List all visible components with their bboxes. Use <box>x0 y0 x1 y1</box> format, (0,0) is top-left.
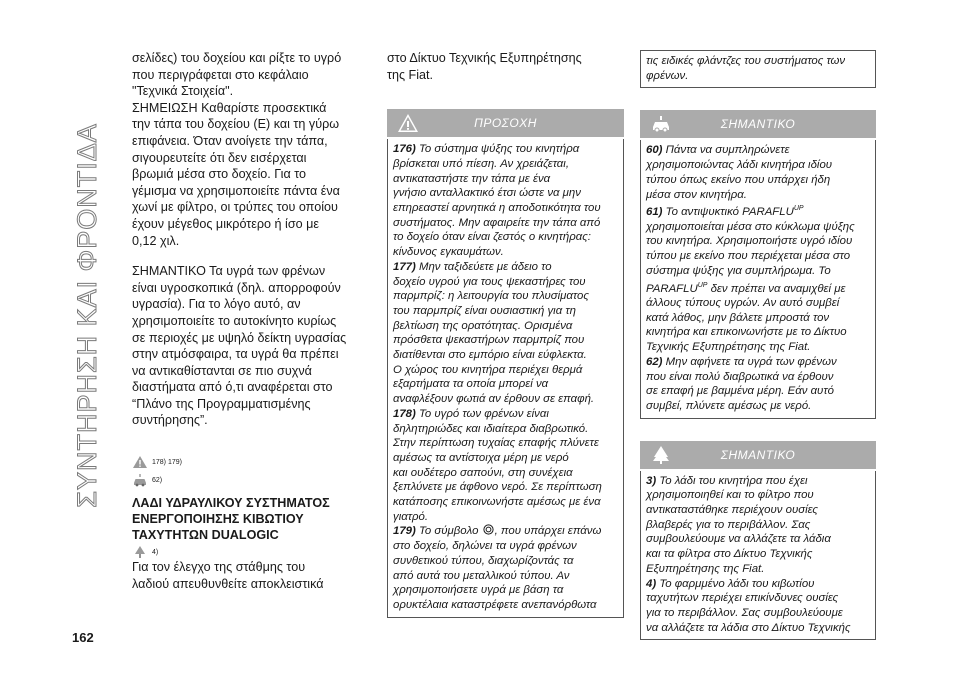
note-text: συστήματος. Μην αφαιρείτε την τάπα από <box>393 216 601 229</box>
paragraph-important <box>132 263 370 429</box>
note-text: Το υγρό των φρένων είναι <box>418 407 549 420</box>
note-text: PARAFLU <box>646 282 698 295</box>
cross-reference-warning <box>132 455 370 469</box>
car-service-icon <box>650 114 672 134</box>
column-1 <box>132 50 370 592</box>
text-line: 0,12 χιλ. <box>132 233 180 248</box>
note-text: αντικαταστάθηκε περιέχουν ουσίες <box>646 504 818 517</box>
cross-reference-environment <box>132 545 370 559</box>
note-text: κατά λάθος, μην βάλετε μπροστά τον <box>646 311 830 324</box>
reference-numbers: 62) <box>152 476 163 484</box>
superscript: UP <box>697 281 708 289</box>
heading-line: ΛΑΔΙ ΥΔΡΑΥΛΙΚΟΥ ΣΥΣΤΗΜΑΤΟΣ <box>132 496 330 511</box>
note-text: ταχυτήτων περιέχει επικίνδυνες ουσίες <box>646 592 839 605</box>
note-text: κίνδυνος εγκαυμάτων. <box>393 246 504 259</box>
text-line: που περιγράφεται στο κεφάλαιο <box>132 67 309 82</box>
warning-box-continued <box>640 50 876 88</box>
note-text: σύστημα ψύξης για συμπλήρωμα. Το <box>646 264 831 277</box>
note-text: τις ειδικές φλάντζες του συστήματος των <box>646 55 846 67</box>
note-text: επηρεαστεί αρνητικά η αποδοτικότητα του <box>393 202 601 214</box>
note-text: αμέσως τα αντίστοιχα μέρη με νερό <box>393 451 569 464</box>
note-text: Το αντιψυκτικό PARAFLU <box>665 206 794 219</box>
note-text: σε επαφή με βαμμένα μέρη. Εάν αυτό <box>646 385 834 398</box>
note-text: πρόσθετα ψεκαστήρων παρμπρίζ που <box>393 334 585 347</box>
note-text: χρησιμοποιώντας λάδι κινητήρα ιδίου <box>646 159 833 172</box>
note-text: βελτίωση της ορατότητας. Ορισμένα <box>393 319 573 332</box>
paragraph-continued <box>387 50 624 83</box>
text-line: σιγουρευτείτε ότι δεν εισέρχεται <box>132 150 307 165</box>
text-line: λαδιού απευθυνθείτε αποκλειστικά <box>132 576 324 591</box>
note-text: τύπου όπως εκείνο που υπάρχει ήδη <box>646 173 831 186</box>
text-line: Για τον έλεγχο της στάθμης του <box>132 560 306 575</box>
important-box-1 <box>640 140 876 418</box>
text-line: την τάπα του δοχείου (E) και τη γύρω <box>132 117 340 132</box>
cross-reference-important <box>132 473 370 487</box>
note-number: 176) <box>393 143 416 156</box>
brake-fluid-symbol-icon <box>482 524 495 535</box>
warning-triangle-icon <box>132 455 148 469</box>
text-line: "Τεχνικά Στοιχεία". <box>132 84 234 99</box>
reference-numbers: 178) 179) <box>152 458 182 466</box>
note-text: χρησιμοποιείται μέσα στο κύκλωμα ψύξης <box>646 220 855 233</box>
note-text: στο δοχείο, δηλώνει τα υγρά φρένων <box>393 540 577 553</box>
side-chapter-title-text: ΣΥΝΤΗΡΗΣΗ ΚΑΙ ΦΡΟΝΤΙΔΑ <box>71 122 102 508</box>
text-line: διαστήματα από ό,τι αναφέρεται στο <box>132 380 333 395</box>
note-text: και τα φίλτρα στο Δίκτυο Τεχνικής <box>646 548 813 561</box>
note-number: 179) <box>393 525 416 538</box>
side-chapter-title <box>68 30 106 600</box>
note-text: χρησιμοποιηθεί και το φίλτρο που <box>646 489 814 502</box>
note-text: Εξυπηρέτησης της Fiat. <box>646 562 765 575</box>
note-text: γνήσιο ανταλλακτικό έτσι ώστε να μην <box>393 187 581 200</box>
note-text: δοχείο υγρού για τους ψεκαστήρες του <box>393 275 586 288</box>
note-number: 61) <box>646 206 663 219</box>
tree-environment-icon <box>132 545 148 559</box>
heading-line: ΕΝΕΡΓΟΠΟΙΗΣΗΣ ΚΙΒΩΤΙΟΥ <box>132 512 304 527</box>
paragraph-oil-check <box>132 559 370 592</box>
note-text: Το φαρμμένο λάδι του κιβωτίου <box>659 577 815 590</box>
text-line: είναι υγροσκοπικά (δηλ. απορροφούν <box>132 280 341 295</box>
environment-header-bar <box>640 441 876 469</box>
note-text: τύπου με εκείνο που περιέχεται μέσα στο <box>646 250 851 263</box>
note-text: Μην ταξιδεύετε με άδειο το <box>418 260 552 273</box>
text-line: ΣΗΜΑΝΤΙΚΟ Τα υγρά των φρένων <box>132 264 326 279</box>
text-line: υγρασία). Για το λόγο αυτό, αν <box>132 297 301 312</box>
note-text: παρμπρίζ: η λειτουργία του πλυσίματος <box>393 290 589 303</box>
note-text: κατάποσης επικοινωνήστε αμέσως με ένα <box>393 496 601 509</box>
note-text: βρίσκεται υπό πίεση. Αν χρειάζεται, <box>393 157 569 170</box>
paragraph-filling <box>132 50 370 249</box>
note-text: συμβεί, πλύνετε αμέσως με νερό. <box>646 399 812 412</box>
note-text: δηλητηριώδες και ιδιαίτερα διαβρωτικό. <box>393 422 589 435</box>
text-line: χωνί με φίλτρο, οι τρύπες του οποίου <box>132 200 338 215</box>
note-text: για το περιβάλλον. Σας συμβουλεύουμε <box>646 606 843 619</box>
note-text: , που υπάρχει επάνω <box>494 525 602 538</box>
warning-header-bar <box>387 109 624 137</box>
note-text: Στην περίπτωση τυχαίας επαφής πλύνετε <box>393 437 599 450</box>
heading-line: ΤΑΧΥΤΗΤΩΝ DUALOGIC <box>132 528 279 543</box>
note-number: 177) <box>393 260 416 273</box>
important-title: ΣΗΜΑΝΤΙΚΟ <box>720 117 796 132</box>
warning-box <box>387 139 624 618</box>
note-text: Τεχνικής Εξυπηρέτησης της Fiat. <box>646 341 811 354</box>
note-text: συμβουλεύουμε να αλλάζετε τα λάδια <box>646 533 831 546</box>
text-line: στο Δίκτυο Τεχνικής Εξυπηρέτησης <box>387 51 582 65</box>
note-text: να αλλάζετε τα λάδια στο Δίκτυο Τεχνικής <box>646 621 851 634</box>
tree-environment-icon <box>650 445 672 465</box>
warning-triangle-icon <box>397 113 419 133</box>
text-line: να αντικαθίστανται σε πιο συχνά <box>132 363 312 378</box>
note-text: χρησιμοποιήσετε υγρά με βάση τα <box>393 584 564 597</box>
note-text: το δοχείο όταν είναι ζεστός ο κινητήρας: <box>393 231 591 244</box>
text-line: χρησιμοποιείτε το αυτοκίνητο κυρίως <box>132 313 337 328</box>
note-text: του κινητήρα. Χρησιμοποιήστε υγρό ιδίου <box>646 235 853 248</box>
superscript: UP <box>793 205 804 213</box>
note-text: Το σύστημα ψύξης του κινητήρα <box>418 143 580 156</box>
note-text: δεν πρέπει να αναμιχθεί με <box>707 282 846 295</box>
note-text: Ο χώρος του κινητήρα περιέχει θερμά <box>393 363 583 376</box>
note-text: ξεπλύνετε με άφθονο νερό. Σε περίπτωση <box>393 481 602 494</box>
note-text: του παρμπρίζ είναι ουσιαστική για τη <box>393 304 576 317</box>
text-line: έχουν μέγεθος μικρότερο ή ίσο με <box>132 216 319 231</box>
note-text: και ουδέτερο σαπούνι, στη συνέχεια <box>393 466 573 479</box>
note-number: 4) <box>646 577 657 590</box>
page-number: 162 <box>72 630 94 645</box>
note-text: κινητήρα και επικοινωνήστε με το Δίκτυο <box>646 326 847 339</box>
important-box-2 <box>640 471 876 641</box>
note-text: Το σύμβολο <box>418 525 479 538</box>
text-line: επιφάνεια. Όταν ανοίγετε την τάπα, <box>132 133 328 148</box>
note-text: διατίθενται στο εμπόριο είναι εύφλεκτα. <box>393 349 587 362</box>
car-service-icon <box>132 473 148 487</box>
column-3 <box>640 50 876 640</box>
text-line: ΣΗΜΕΙΩΣΗ Καθαρίστε προσεκτικά <box>132 100 327 115</box>
text-line: συντήρησης”. <box>132 413 208 428</box>
column-2 <box>387 50 624 618</box>
text-line: βρωμιά μέσα στο δοχείο. Για το <box>132 167 307 182</box>
note-text: ορυκτέλαια καταστρέφετε ανεπανόρθωτα <box>393 598 597 611</box>
text-line: της Fiat. <box>387 67 434 82</box>
note-text: φρένων. <box>646 69 689 82</box>
important-title: ΣΗΜΑΝΤΙΚΟ <box>720 447 796 462</box>
note-text: γιατρό. <box>393 510 429 523</box>
note-text: αναφλέξουν φωτιά αν έρθουν σε επαφή. <box>393 393 595 406</box>
note-text: Το λάδι του κινητήρα που έχει <box>659 474 808 487</box>
text-line: “Πλάνο της Προγραμματισμένης <box>132 396 311 411</box>
note-text: Πάντα να συμπληρώνετε <box>665 144 790 157</box>
note-number: 3) <box>646 474 657 487</box>
note-number: 178) <box>393 407 416 420</box>
note-text: μέσα στον κινητήρα. <box>646 188 747 201</box>
important-header-bar <box>640 110 876 138</box>
note-number: 60) <box>646 144 663 157</box>
reference-numbers: 4) <box>152 548 159 556</box>
note-text: Μην αφήνετε τα υγρά των φρένων <box>665 355 837 368</box>
section-heading-dualogic <box>132 495 370 543</box>
text-line: γέμισμα να χρησιμοποιείτε πάντα ένα <box>132 183 340 198</box>
note-text: αντικαταστήστε την τάπα με ένα <box>393 172 551 185</box>
note-text: από αυτά του μεταλλικού τύπου. Αν <box>393 569 570 582</box>
note-text: που είναι πολύ διαβρωτικά να έρθουν <box>646 370 834 383</box>
warning-title: ΠΡΟΣΟΧΗ <box>474 116 537 131</box>
text-line: σελίδες) του δοχείου και ρίξτε το υγρό <box>132 51 342 65</box>
note-text: άλλους τύπους υγρών. Αν αυτό συμβεί <box>646 297 840 310</box>
text-line: σε περιοχές με υψηλό δείκτη υγρασίας <box>132 330 347 345</box>
note-text: εξαρτήματα τα οποία μπορεί να <box>393 378 549 391</box>
text-line: στην ατμόσφαιρα, τα υγρά θα πρέπει <box>132 347 339 362</box>
note-text: συνθετικού τύπου, διαχωρίζοντάς τα <box>393 554 574 567</box>
note-number: 62) <box>646 355 663 368</box>
note-text: βλαβερές για το περιβάλλον. Σας <box>646 518 811 531</box>
